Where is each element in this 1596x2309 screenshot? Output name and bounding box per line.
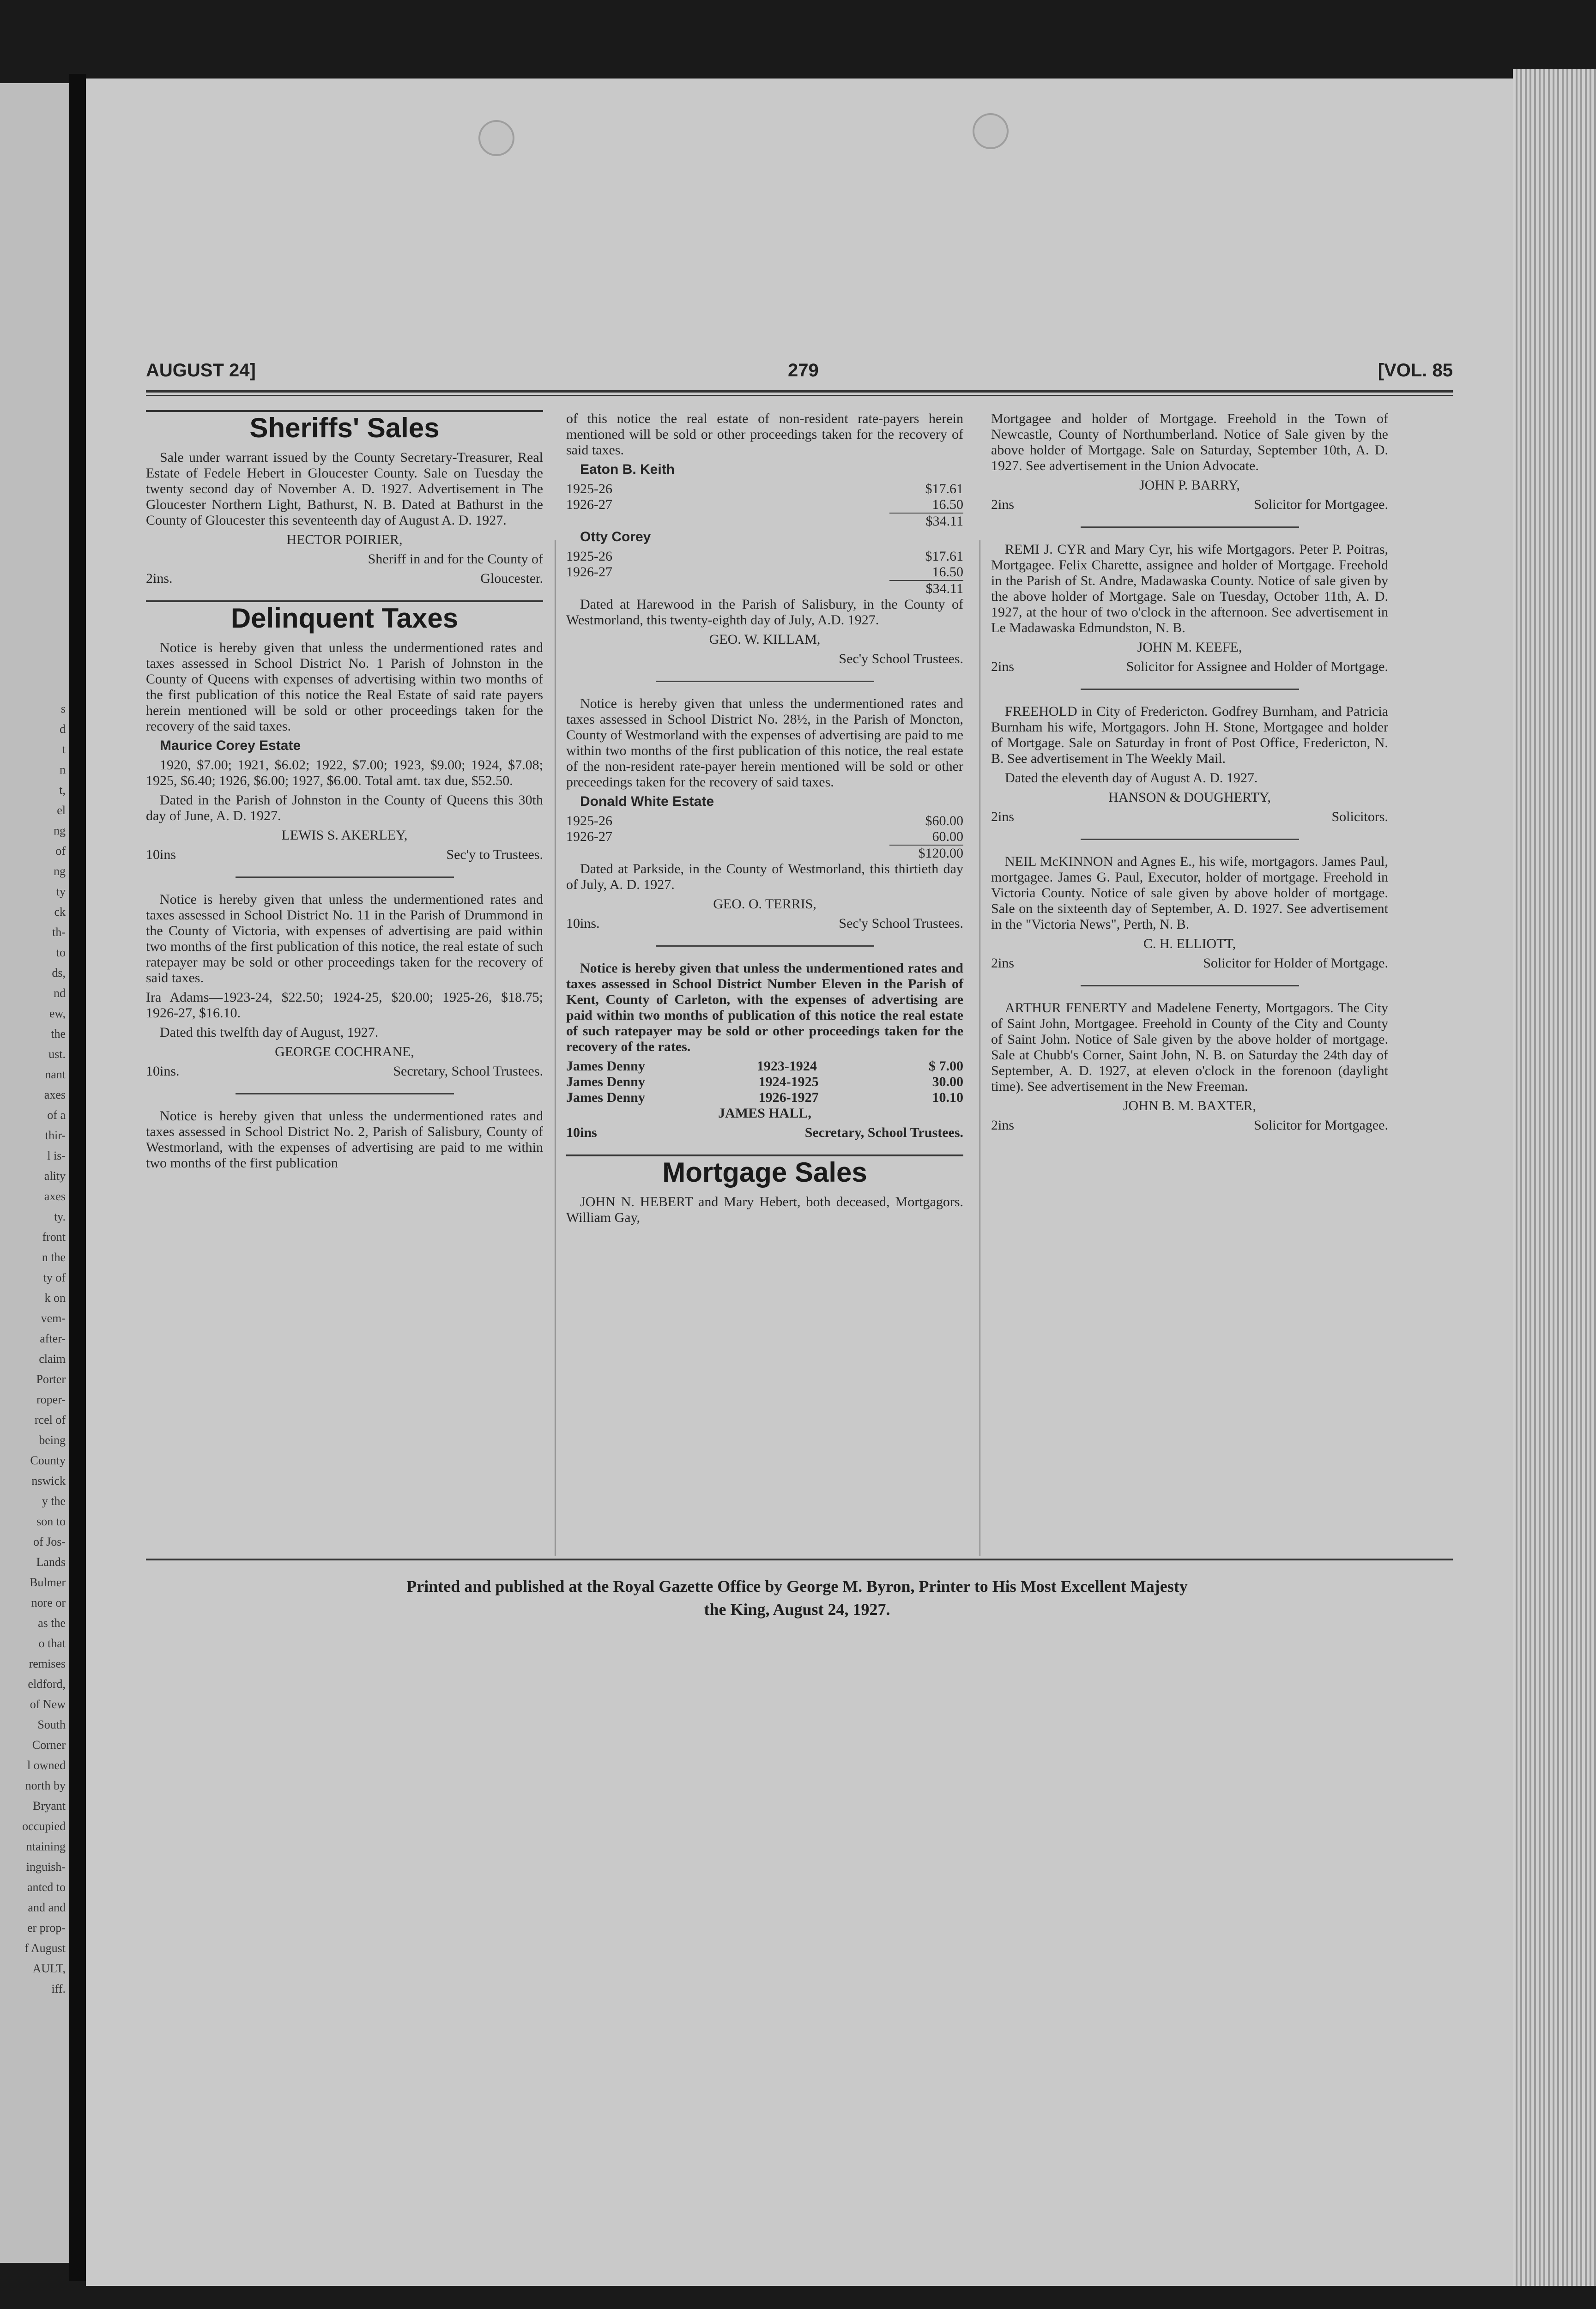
tax-year: 1925-26 [566, 549, 612, 564]
section-rule [146, 410, 543, 412]
left-page-fragment: remises [29, 1657, 66, 1670]
mortgage-1-continued: Mortgagee and holder of Mortgage. Freehold in the Town of Newcastle, County of Northumberland. Notice of Sale given by the above holder of Mortgage. Sale on Saturday, September 10th, A. D. 1927. See advertisement in the Union Advocate. [991, 411, 1388, 473]
insertion-count: 10ins. [566, 916, 600, 931]
left-page-fragment: er prop- [27, 1921, 66, 1934]
left-page-fragment: ust. [48, 1047, 66, 1061]
tax-amount: 16.50 [932, 497, 963, 512]
notice-1-footer [146, 847, 543, 863]
left-page-fragment: ng [54, 824, 66, 837]
tax-amount: $60.00 [925, 813, 963, 828]
left-page-fragment: eldford, [28, 1677, 66, 1691]
harewood-dated: Dated at Harewood in the Parish of Salisbury, in the County of Westmorland, this twenty-eighth day of July, A.D. 1927. [566, 597, 963, 628]
harewood-signature: GEO. W. KILLAM, [709, 632, 821, 647]
left-page-fragment: iff. [51, 1982, 66, 1995]
left-page-fragment: nant [45, 1068, 66, 1081]
tax-year: 1926-27 [566, 829, 612, 844]
m1-footer [991, 497, 1388, 513]
signer-role: Solicitor for Mortgagee. [1254, 497, 1388, 512]
left-page-fragment: axes [44, 1088, 66, 1101]
notice-2-dated: Dated this twelfth day of August, 1927. [160, 1025, 379, 1040]
left-page-fragment: the [51, 1027, 66, 1040]
left-page-fragment: ntaining [26, 1840, 66, 1853]
tax-row [566, 813, 963, 829]
left-page-fragment: nore or [31, 1596, 66, 1609]
harewood-role: Sec'y School Trustees. [839, 651, 963, 666]
notice-4: Notice is hereby given that unless the undermentioned rates and taxes assessed in School District No. 28½, in the Parish of Moncton, County of Westmorland with the expenses of advertising are paid to me within two months of the first publication of this notice, the real estate of the non-resident rate-payer herein mentioned will be sold or other preceedings taken for the recovery of said taxes. [566, 696, 963, 790]
left-page-fragment: of Jos- [33, 1535, 66, 1548]
left-page-fragment: k on [44, 1291, 66, 1305]
left-page-fragment: rcel of [34, 1413, 66, 1427]
left-page-fragment: n the [42, 1251, 66, 1264]
sheriffs-role: Sheriff in and for the County of [368, 551, 543, 567]
sheriffs-footer [146, 571, 543, 586]
mortgage-5: ARTHUR FENERTY and Madelene Fenerty, Mortgagors. The City of Saint John, Mortgagee. Freehold in County of the City and County of Saint John. Notice of Sale given by the above holder of mortgage. Sale at Chubb's Corner, Saint John, N. B. on Saturday the 24th day of September, A. D. 1927, at eleven o'clock in the forenoon (daylight time). See advertisement in the New Freeman. [991, 1000, 1388, 1094]
notice-3-continued: of this notice the real estate of non-resident rate-payers herein mentioned will be sold or other proceedings taken for the recovery of said taxes. [566, 411, 963, 458]
left-page-fragment: anted to [27, 1880, 66, 1894]
tax-amount: $17.61 [925, 481, 963, 496]
delinquent-taxes-title: Delinquent Taxes [230, 603, 459, 634]
notice-1-dated: Dated in the Parish of Johnston in the County of Queens this 30th day of June, A. D. 1927. [146, 792, 543, 823]
left-page-fragment: South [37, 1718, 66, 1731]
binding-hole [478, 120, 514, 156]
notice-3: Notice is hereby given that unless the undermentioned rates and taxes assessed in School District No. 2, Parish of Salisbury, County of Westmorland, with the expenses of advertising are paid to me within two months of the first publication [146, 1108, 543, 1171]
left-page-fragment: t [62, 743, 66, 756]
left-page-fragment: l owned [27, 1759, 66, 1772]
insertion-count: 2ins [991, 659, 1015, 674]
signer-role: Secretary, School Trustees. [393, 1064, 543, 1079]
column-3 [991, 411, 1388, 1137]
divider [656, 681, 874, 682]
mortgage-4: NEIL McKINNON and Agnes E., his wife, mortgagors. James Paul, mortgagee. James G. Paul, Executor, holder of mortgage. Freehold in Victoria County. Notice of sale given by above holder of mortgage. Sale on the sixteenth day of September, A. D. 1927. See advertisement in the "Victoria News", Perth, N. B. [991, 854, 1388, 932]
tax-row [566, 481, 963, 497]
left-page-fragment: nswick [31, 1474, 66, 1487]
ratepayer: James Denny [566, 1074, 645, 1089]
left-page-fragment: s [60, 702, 66, 715]
gazette-page [86, 79, 1513, 2286]
mortgage-3: FREEHOLD in City of Fredericton. Godfrey Burnham, and Patricia Burnham his wife, Mortgagors. John H. Stone, Mortgagee and holder of Mortgage. Sale on Saturday in front of Post Office, Fredericton, N. B. See advertisement in The Weekly Mail. [991, 704, 1388, 766]
tax-total: $34.11 [889, 513, 963, 529]
left-page-fragment: ty [56, 885, 66, 898]
left-page-fragment: to [56, 946, 66, 959]
divider [236, 876, 454, 878]
insertion-count: 10ins [566, 1125, 597, 1140]
divider [1081, 526, 1299, 528]
tax-total: $34.11 [889, 580, 963, 597]
left-page-fragment: north by [25, 1779, 66, 1792]
mortgage-sales-title: Mortgage Sales [662, 1157, 867, 1188]
parkside-dated: Dated at Parkside, in the County of Westmorland, this thirtieth day of July, A. D. 1927. [566, 861, 963, 892]
insertion-count: 10ins [146, 847, 176, 862]
notice-1-signature: LEWIS S. AKERLEY, [281, 828, 408, 843]
left-page-fragment: ty of [43, 1271, 66, 1284]
left-page-fragment: ds, [52, 966, 66, 979]
section-rule [146, 600, 543, 602]
divider [1081, 839, 1299, 840]
adjacent-page-fragment [0, 83, 69, 2263]
notice-5: Notice is hereby given that unless the undermentioned rates and taxes assessed in School District Number Eleven in the Parish of Kent, County of Carleton, with the expenses of advertising are paid within two months of publication of this notice the real estate of such ratepayer may be sold or other proceedings taken for the recovery of the rates. [566, 961, 963, 1054]
page-edges [1513, 69, 1596, 2286]
signer-role: Solicitor for Mortgagee. [1254, 1118, 1388, 1133]
left-page-fragment: Porter [36, 1372, 66, 1386]
insertion-count: 2ins. [146, 571, 173, 586]
left-page-fragment: axes [44, 1190, 66, 1203]
tax-amount: 30.00 [932, 1074, 963, 1089]
left-page-fragment: occupied [22, 1819, 66, 1833]
m2-footer [991, 659, 1388, 675]
left-page-fragment: ck [54, 905, 66, 919]
left-page-fragment: inguish- [26, 1860, 66, 1874]
sheriffs-sales-title: Sheriffs' Sales [249, 412, 440, 443]
column-divider [555, 540, 556, 1556]
m5-footer [991, 1118, 1388, 1133]
header-date: AUGUST 24] [146, 360, 256, 381]
left-page-fragment: y the [42, 1494, 66, 1508]
tax-row [566, 829, 963, 845]
signer-role: Secretary, School Trustees. [804, 1125, 963, 1140]
tax-amount: $ 7.00 [929, 1058, 963, 1074]
tax-amount: 60.00 [932, 829, 963, 844]
denny-row [566, 1058, 963, 1074]
imprint-line-1: Printed and published at the Royal Gazette Office by George M. Byron, Printer to His Most Excellent Majesty [406, 1577, 1188, 1596]
insertion-count: 10ins. [146, 1064, 180, 1079]
left-page-fragment: Bulmer [30, 1576, 66, 1589]
ratepayer: James Denny [566, 1090, 645, 1105]
left-page-fragment: and and [28, 1901, 66, 1914]
tax-row [566, 564, 963, 580]
tax-year: 1925-26 [566, 813, 612, 828]
insertion-count: 2ins [991, 955, 1015, 971]
notice-1-amounts: 1920, $7.00; 1921, $6.02; 1922, $7.00; 1923, $9.00; 1924, $7.08; 1925, $6.40; 1926, $6.00; 1927, $6.00. Total amt. tax due, $52.50. [146, 757, 543, 788]
tax-year: 1923-1924 [756, 1058, 817, 1074]
m3-footer [991, 809, 1388, 825]
insertion-count: 2ins [991, 809, 1015, 824]
sheriffs-notice: Sale under warrant issued by the County Secretary-Treasurer, Real Estate of Fedele Hebert in Gloucester County. Sale on Tuesday the twenty second day of November A. D. 1927. Advertisement in The Gloucester Northern Light, Bathurst, N. B. Dated at Bathurst in the County of Gloucester this seventeenth day of August A. D. 1927. [146, 450, 543, 528]
m4-footer [991, 955, 1388, 971]
book-gutter [69, 74, 86, 2281]
signer-role: Solicitor for Holder of Mortgage. [1203, 955, 1388, 971]
parkside-footer [566, 916, 963, 931]
left-page-fragment: el [57, 804, 66, 817]
left-page-fragment: Bryant [33, 1799, 66, 1813]
m3-signature: HANSON & DOUGHERTY, [1108, 790, 1271, 805]
left-page-fragment: front [42, 1230, 66, 1244]
tax-year: 1925-26 [566, 481, 612, 496]
notice-2: Notice is hereby given that unless the undermentioned rates and taxes assessed in School District No. 11 in the Parish of Drummond in the County of Victoria, with expenses of advertising are paid within two months of the first publication of this notice, the real estate of such ratepayer may be sold or other proceedings taken for the recovery of said taxes. [146, 892, 543, 985]
left-page-fragment: roper- [36, 1393, 66, 1406]
tax-amount: $17.61 [925, 549, 963, 564]
notice-2-footer [146, 1064, 543, 1079]
left-page-fragment: t, [59, 783, 66, 797]
left-page-fragment: n [60, 763, 66, 776]
left-page-fragment: AULT, [32, 1962, 66, 1975]
signer-role: Sec'y School Trustees. [839, 916, 963, 931]
left-page-fragment: claim [39, 1352, 66, 1366]
parkside-signature: GEO. O. TERRIS, [713, 896, 816, 912]
left-page-fragment: l is- [47, 1149, 66, 1162]
ratepayer-name: Otty Corey [580, 529, 651, 544]
tax-year: 1926-1927 [758, 1090, 819, 1105]
signer-role: Sec'y to Trustees. [446, 847, 543, 862]
notice-2-amounts: Ira Adams—1923-24, $22.50; 1924-25, $20.00; 1925-26, $18.75; 1926-27, $16.10. [146, 990, 543, 1021]
ratepayer-name: Donald White Estate [580, 794, 714, 809]
denny-row [566, 1090, 963, 1106]
section-rule [566, 1154, 963, 1156]
left-page-fragment: as the [38, 1616, 66, 1630]
divider [236, 1093, 454, 1094]
left-page-fragment: f August [24, 1941, 66, 1955]
header-rule-thin [146, 395, 1453, 396]
insertion-count: 2ins [991, 497, 1015, 512]
notice-2-signature: GEORGE COCHRANE, [275, 1044, 414, 1059]
left-page-fragment: of New [30, 1698, 66, 1711]
left-page-fragment: d [60, 722, 66, 736]
divider [1081, 985, 1299, 986]
divider [1081, 689, 1299, 690]
left-page-fragment: vem- [41, 1312, 66, 1325]
m4-signature: C. H. ELLIOTT, [1143, 936, 1236, 951]
tax-amount: 16.50 [932, 564, 963, 580]
ratepayer: James Denny [566, 1058, 645, 1074]
header-rule [146, 390, 1453, 393]
tax-year: 1924-1925 [758, 1074, 819, 1089]
estate-name: Maurice Corey Estate [160, 738, 301, 753]
tax-total: $120.00 [889, 845, 963, 861]
m5-signature: JOHN B. M. BAXTER, [1123, 1098, 1257, 1113]
footer-rule [146, 1559, 1453, 1560]
page-header [146, 360, 1453, 388]
volume-number: [VOL. 85 [1378, 360, 1453, 381]
column-1 [146, 402, 543, 1175]
page-number: 279 [788, 360, 819, 381]
column-2 [566, 411, 963, 1229]
left-page-fragment: ng [54, 864, 66, 878]
mortgage-1: JOHN N. HEBERT and Mary Hebert, both deceased, Mortgagors. William Gay, [566, 1194, 963, 1225]
left-page-fragment: nd [54, 986, 66, 1000]
tax-year: 1926-27 [566, 564, 612, 580]
ratepayer-name: Eaton B. Keith [580, 462, 675, 477]
signer-role: Solicitors. [1331, 809, 1388, 824]
left-page-fragment: being [39, 1433, 66, 1447]
insertion-count: 2ins [991, 1118, 1015, 1133]
imprint [169, 1575, 1425, 1621]
left-page-fragment: County [30, 1454, 66, 1467]
left-page-fragment: ty. [54, 1210, 66, 1223]
left-page-fragment: ew, [49, 1007, 66, 1020]
left-page-fragment: son to [36, 1515, 66, 1528]
left-page-fragment: after- [40, 1332, 66, 1345]
left-page-fragment: Lands [36, 1555, 66, 1569]
left-page-fragment: of [55, 844, 66, 858]
m2-signature: JOHN M. KEEFE, [1137, 640, 1242, 655]
denny-signature: JAMES HALL, [718, 1106, 811, 1121]
tax-year: 1926-27 [566, 497, 612, 512]
tax-row [566, 549, 963, 564]
signer-role: Solicitor for Assignee and Holder of Mortgage. [1126, 659, 1388, 674]
sheriffs-county: Gloucester. [480, 571, 543, 586]
m3-dated: Dated the eleventh day of August A. D. 1927. [1005, 770, 1258, 786]
left-page-fragment: thir- [45, 1129, 66, 1142]
m1-signature: JOHN P. BARRY, [1139, 478, 1240, 493]
left-page-fragment: o that [38, 1637, 66, 1650]
left-page-fragment: th- [52, 925, 66, 939]
tax-row [566, 497, 963, 513]
denny-row [566, 1074, 963, 1090]
left-page-fragment: ality [44, 1169, 66, 1183]
denny-footer [566, 1125, 963, 1141]
imprint-line-2: the King, August 24, 1927. [704, 1600, 890, 1619]
tax-amount: 10.10 [932, 1090, 963, 1105]
divider [656, 945, 874, 947]
mortgage-2: REMI J. CYR and Mary Cyr, his wife Mortgagors. Peter P. Poitras, Mortgagee. Felix Charette, assignee and holder of Mortgage. Freehold in the Parish of St. Andre, Madawaska County. Notice of sale given by the above holder of Mortgage. Sale on Tuesday, October 11th, A. D. 1927, at the hour of two o'clock in the afternoon. See advertisement in Le Madawaska Edmundston, N. B. [991, 542, 1388, 635]
column-divider [979, 540, 980, 1556]
notice-1: Notice is hereby given that unless the undermentioned rates and taxes assessed in School District No. 1 Parish of Johnston in the County of Queens with expenses of advertising within two months of the first publication of this notice the Real Estate of said rate payers herein mentioned will be sold or other proceedings taken for the recovery of the said taxes. [146, 640, 543, 734]
binding-hole [973, 113, 1009, 149]
left-page-fragment: Corner [32, 1738, 66, 1752]
sheriffs-signature: HECTOR POIRIER, [286, 532, 403, 547]
left-page-fragment: of a [47, 1108, 66, 1122]
